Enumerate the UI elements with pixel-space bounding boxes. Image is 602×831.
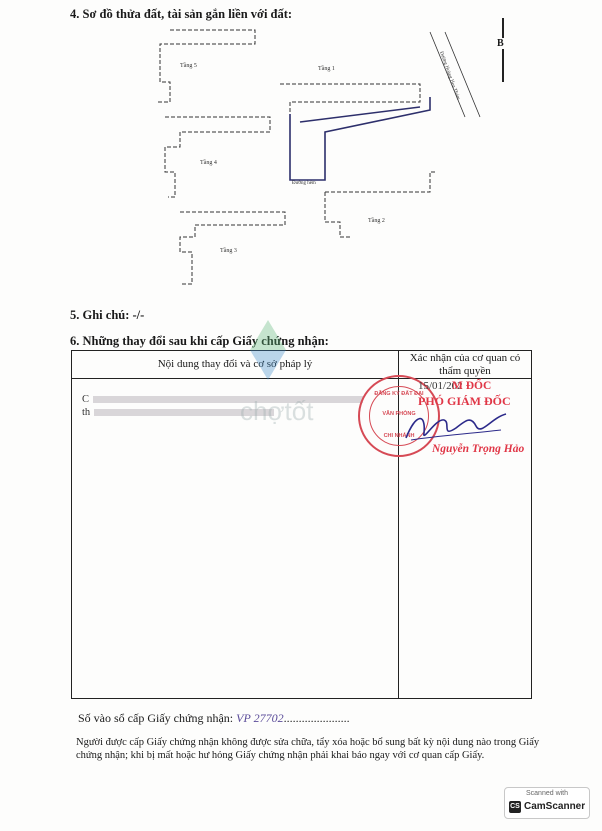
- label-floor3: Tầng 3: [220, 248, 237, 254]
- label-floor5: Tầng 5: [180, 63, 197, 69]
- registration-label: Số vào sổ cấp Giấy chứng nhận:: [78, 711, 234, 725]
- main-lot-outline: [290, 97, 430, 180]
- section-4-title: 4. Sơ đồ thửa đất, tài sản gắn liền với đất:: [70, 7, 293, 21]
- label-alley: Đường hẻm: [292, 181, 316, 186]
- label-road: Đường Hoàng Hoa Thám: [438, 50, 461, 101]
- north-label: B: [497, 38, 504, 49]
- legal-note: Người được cấp Giấy chứng nhận không được sửa chữa, tẩy xóa hoặc bổ sung bất kỳ nội dung nào trong Giấy chứng nhận; khi bị mất hoặc hư hỏng Giấy chứng nhận phải khai báo ngay với cơ quan cấp Giấy.: [76, 737, 540, 761]
- header-confirm: Xác nhận của cơ quan có thẩm quyền: [399, 351, 532, 379]
- section-5-title: 5. Ghi chú: -/-: [70, 308, 145, 322]
- change-content-cell: [72, 379, 399, 699]
- label-floor2: Tầng 2: [368, 218, 385, 224]
- registration-line: [78, 711, 350, 726]
- north-arrow: [496, 18, 510, 84]
- label-floor4: Tầng 4: [200, 160, 217, 166]
- signature-icon: [396, 408, 516, 448]
- seal-text-top: ĐĂNG KÝ ĐẤT ĐAI: [374, 391, 424, 397]
- row-prefix-2: th: [82, 407, 91, 418]
- registration-number: VP 27702: [236, 711, 284, 725]
- registration-dots: ......................: [283, 711, 350, 725]
- camscanner-badge: [504, 787, 590, 819]
- seal-text-mid: VĂN PHÒNG: [382, 411, 416, 417]
- seal-date: 15/01/202: [418, 380, 463, 392]
- seal-text-bottom: CHI NHÁNH: [383, 433, 415, 439]
- camscanner-logo-icon: CS: [509, 801, 521, 813]
- director-title: M ĐỐC: [452, 380, 492, 392]
- floor4-outline: [165, 117, 270, 197]
- land-plot-diagram: [140, 22, 500, 307]
- row-prefix-1: C: [82, 394, 90, 405]
- watermark-text: chợtốt: [240, 396, 314, 426]
- signer-name: Nguyễn Trọng Hảo: [432, 443, 525, 455]
- scanned-with-label: Scanned with: [525, 790, 569, 797]
- floor2-top-outline: [325, 172, 435, 192]
- section-6-title: 6. Những thay đổi sau khi cấp Giấy chứng nhận:: [70, 334, 329, 348]
- header-content: Nội dung thay đổi và cơ sở pháp lý: [72, 351, 399, 379]
- floor5-outline: [158, 30, 255, 102]
- floor2-left-outline: [325, 192, 350, 237]
- label-floor1: Tầng 1: [318, 66, 335, 72]
- deputy-title: PHÓ GIÁM ĐỐC: [418, 394, 511, 408]
- camscanner-brand: CamScanner: [524, 801, 586, 812]
